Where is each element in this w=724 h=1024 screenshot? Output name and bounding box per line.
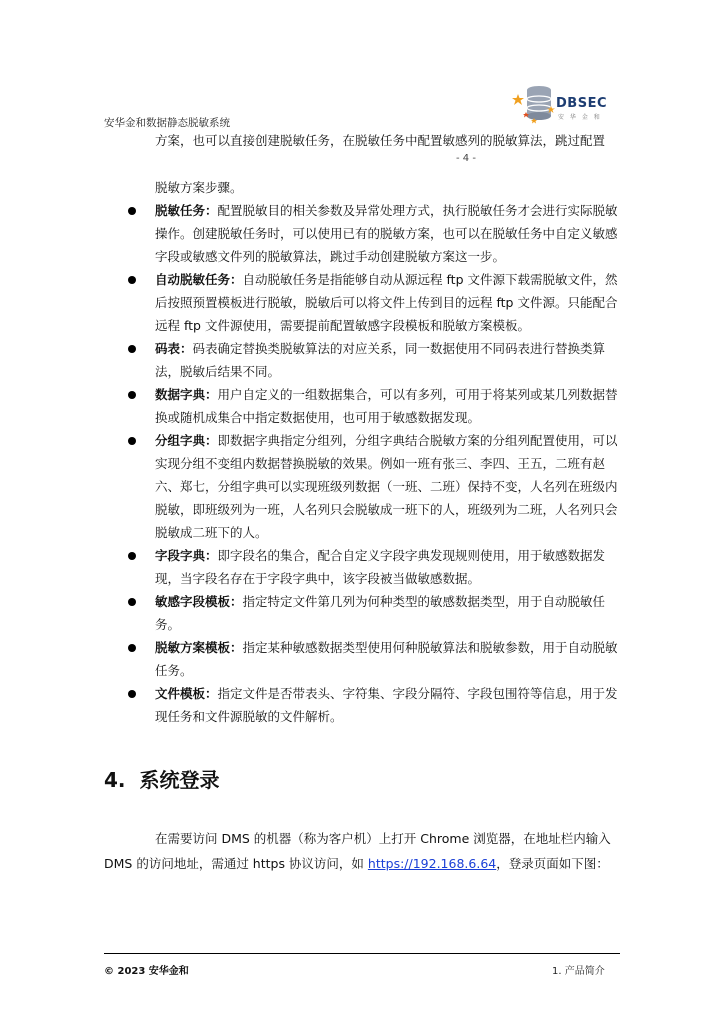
term-description: 指定特定文件第几列为何种类型的敏感数据类型，用于自动脱敏任务。 [155,594,606,632]
list-item [104,636,624,682]
document-title: 安华金和数据静态脱敏系统 [104,117,230,129]
term-description: 配置脱敏目的相关参数及异常处理方式，执行脱敏任务才会进行实际脱敏操作。创建脱敏任务时，可以使用已有的脱敏方案，也可以在脱敏任务中自定义敏感字段或敏感文件列的脱敏算法，跳过手动创建脱敏方案这一步。 [155,203,618,264]
bullet-icon [128,552,136,560]
term-label: 敏感字段模板： [155,594,243,609]
term-label: 字段字典： [155,548,218,563]
term-label: 码表： [155,341,193,356]
footer-chapter: 1. 产品简介 [552,966,605,977]
continuation-text: 脱敏方案步骤。 [155,180,243,195]
logo-text: DBSEC [556,96,607,111]
term-description: 指定某种敏感数据类型使用何种脱敏算法和脱敏参数，用于自动脱敏任务。 [155,640,618,678]
bullet-icon [128,598,136,606]
list-item [104,337,624,383]
term-label: 分组字典： [155,433,218,448]
list-item [104,383,624,429]
term-label: 脱敏方案模板： [155,640,243,655]
term-description: 即字段名的集合，配合自定义字段字典发现规则使用，用于敏感数据发现，当字段名存在于字段字典中，该字段被当做敏感数据。 [155,548,606,586]
bullet-icon [128,437,136,445]
paragraph-text-end: ，登录页面如下图： [496,856,609,871]
section-number: 4. [104,768,126,792]
section-paragraph [104,826,624,876]
list-item [104,199,624,268]
main-content [104,176,624,728]
term-label: 文件模板： [155,686,218,701]
term-label: 数据字典： [155,387,218,402]
term-description: 用户自定义的一组数据集合，可以有多列，可用于将某列或某几列数据替换或随机成集合中指定数据使用，也可用于敏感数据发现。 [155,387,618,425]
term-description: 指定文件是否带表头、字符集、字段分隔符、字段包围符等信息，用于发现任务和文件源脱敏的文件解析。 [155,686,618,724]
paragraph-text: 在需要访问 DMS 的机器（称为客户机）上打开 Chrome 浏览器，在地址栏内输入 DMS 的访问地址，需通过 https 协议访问，如 [104,831,611,871]
section-title: 系统登录 [139,768,220,792]
list-item [104,544,624,590]
term-description: 码表确定替换类脱敏算法的对应关系，同一数据使用不同码表进行替换类算法，脱敏后结果不同。 [155,341,606,379]
page-number: - 4 - [456,153,476,164]
bullet-icon [128,345,136,353]
bullet-icon [128,207,136,215]
list-item [104,429,624,544]
term-description: 自动脱敏任务是指能够自动从源远程 ftp 文件源下载需脱敏文件，然后按照预置模板进行脱敏，脱敏后可以将文件上传到目的远程 ftp 文件源。只能配合远程 ftp 文件源使用，需要提前配置敏感字段模板和脱敏方案模板。 [155,272,618,333]
term-label: 脱敏任务： [155,203,218,218]
term-label: 自动脱敏任务： [155,272,243,287]
bullet-icon [128,644,136,652]
logo-subtext: 安 华 金 和 [558,114,602,121]
list-item [104,590,624,636]
bullet-icon [128,391,136,399]
carried-over-line: 方案，也可以直接创建脱敏任务，在脱敏任务中配置敏感列的脱敏算法，跳过配置 [155,133,606,148]
url-link[interactable]: https://192.168.6.64 [367,856,497,871]
bullet-icon [128,276,136,284]
definition-list [104,199,624,728]
footer-copyright: © 2023 安华金和 [104,966,189,977]
term-description: 即数据字典指定分组列，分组字典结合脱敏方案的分组列配置使用，可以实现分组不变组内数据替换脱敏的效果。例如一班有张三、李四、王五，二班有赵六、郑七，分组字典可以实现班级列数据（一班、二班）保持不变，人名列在班级内脱敏，即班级列为一班，人名列只会脱敏成一班下的人，班级列为二班，人名列只会脱敏成二班下的人。 [155,433,618,540]
bullet-icon [128,690,136,698]
list-item [104,268,624,337]
section-heading [104,764,219,793]
list-item [104,682,624,728]
footer-divider [104,953,620,954]
